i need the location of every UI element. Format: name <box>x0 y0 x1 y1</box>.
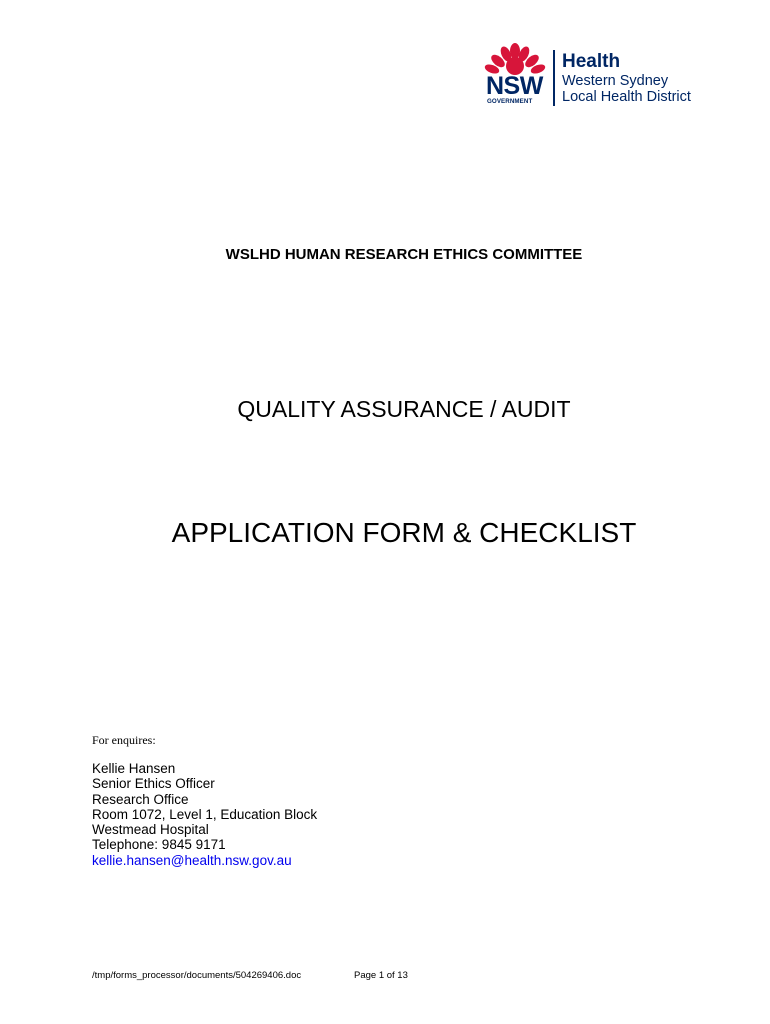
contact-role: Senior Ethics Officer <box>92 776 215 792</box>
contact-telephone: Telephone: 9845 9171 <box>92 837 226 853</box>
nsw-health-logo <box>484 42 720 108</box>
contact-hospital: Westmead Hospital <box>92 822 209 838</box>
contact-block <box>92 761 317 868</box>
logo-district-line-1: Western Sydney <box>562 73 669 89</box>
logo-district-line-2: Local Health District <box>562 89 691 105</box>
logo-divider <box>553 50 555 106</box>
logo-health-text: Health <box>562 51 621 72</box>
contact-office: Research Office <box>92 791 189 807</box>
logo-district-text <box>562 73 691 105</box>
logo-government-text: GOVERNMENT <box>487 98 533 105</box>
committee-title: WSLHD HUMAN RESEARCH ETHICS COMMITTEE <box>225 246 583 263</box>
logo-nsw-text: NSW <box>486 72 543 100</box>
page-footer <box>92 970 408 981</box>
contact-room: Room 1072, Level 1, Education Block <box>92 806 318 822</box>
contact-name: Kellie Hansen <box>92 761 176 776</box>
footer-page-number: Page 1 of 13 <box>354 970 408 981</box>
contact-email-link[interactable]: kellie.hansen@health.nsw.gov.au <box>92 852 292 868</box>
form-title: QUALITY ASSURANCE / AUDIT <box>237 396 571 422</box>
footer-file-path: /tmp/forms_processor/documents/504269406.doc <box>92 970 302 981</box>
form-subtitle: APPLICATION FORM & CHECKLIST <box>171 517 637 548</box>
enquiries-label: For enquires: <box>92 733 156 747</box>
